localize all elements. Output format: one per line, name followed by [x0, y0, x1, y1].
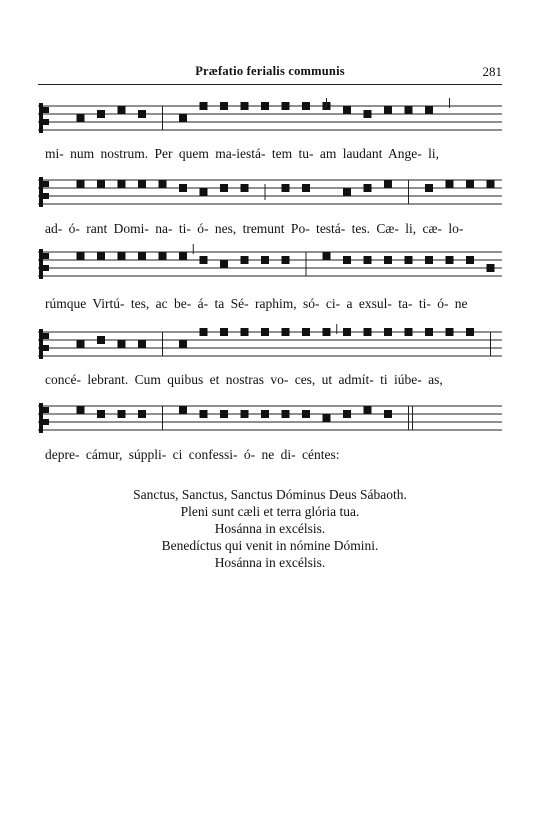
neume-note	[97, 410, 105, 418]
neume-note	[118, 340, 126, 348]
neume-note	[118, 252, 126, 260]
do-clef-icon	[43, 265, 49, 271]
neume-note	[425, 106, 433, 114]
neume-note	[200, 328, 208, 336]
neume-note	[384, 106, 392, 114]
neume-note	[384, 328, 392, 336]
neume-note	[343, 256, 351, 264]
staff-notation	[38, 244, 502, 284]
neume-note	[466, 256, 474, 264]
do-clef-icon	[43, 193, 49, 199]
do-clef-icon	[39, 329, 43, 359]
neume-note	[179, 252, 187, 260]
do-clef-icon	[39, 103, 43, 133]
music-staff-4	[38, 324, 502, 364]
lyric-line-4: concé- lebrant. Cum quibus et nostras vo- ces, ut admít- ti iúbe- as,	[45, 372, 443, 387]
neume-note	[384, 256, 392, 264]
neume-note	[364, 110, 372, 118]
lyric-line-5: depre- cámur, súppli- ci confessi- ó- ne di- céntes:	[45, 447, 340, 462]
do-clef-icon	[39, 177, 43, 207]
neume-note	[487, 180, 495, 188]
lyric-line-1: mi- num nostrum. Per quem ma-iestá- tem tu- am laudant Ange- li,	[45, 146, 440, 161]
neume-note	[97, 252, 105, 260]
neume-note	[446, 328, 454, 336]
do-clef-icon	[43, 181, 49, 187]
neume-note	[343, 328, 351, 336]
neume-note	[323, 328, 331, 336]
staff-notation	[38, 172, 502, 212]
do-clef-icon	[43, 419, 49, 425]
neume-note	[97, 336, 105, 344]
closing-line: Hosánna in excélsis.	[214, 521, 326, 536]
neume-note	[118, 410, 126, 418]
neume-note	[364, 256, 372, 264]
neume-note	[159, 180, 167, 188]
neume-note	[302, 102, 310, 110]
neume-note	[446, 180, 454, 188]
neume-note	[466, 180, 474, 188]
neume-note	[343, 410, 351, 418]
neume-note	[282, 256, 290, 264]
staff-notation	[38, 98, 502, 138]
neume-note	[200, 102, 208, 110]
neume-note	[220, 328, 228, 336]
neume-note	[261, 102, 269, 110]
neume-note	[200, 188, 208, 196]
neume-note	[77, 252, 85, 260]
neume-note	[97, 180, 105, 188]
do-clef-icon	[43, 119, 49, 125]
neume-note	[77, 114, 85, 122]
neume-note	[405, 328, 413, 336]
music-staff-2	[38, 172, 502, 212]
closing-line: Sanctus, Sanctus, Sanctus Dóminus Deus Sábaoth.	[133, 487, 407, 502]
neume-note	[405, 256, 413, 264]
neume-note	[200, 256, 208, 264]
neume-note	[302, 328, 310, 336]
do-clef-icon	[43, 107, 49, 113]
neume-note	[343, 106, 351, 114]
neume-note	[282, 410, 290, 418]
neume-note	[77, 180, 85, 188]
neume-note	[261, 256, 269, 264]
neume-note	[323, 252, 331, 260]
do-clef-icon	[43, 407, 49, 413]
neume-note	[323, 414, 331, 422]
neume-note	[364, 184, 372, 192]
header-rule	[38, 84, 502, 85]
neume-note	[220, 184, 228, 192]
neume-note	[241, 102, 249, 110]
neume-note	[425, 184, 433, 192]
neume-note	[405, 106, 413, 114]
neume-note	[77, 340, 85, 348]
neume-note	[138, 252, 146, 260]
neume-note	[241, 328, 249, 336]
music-staff-5	[38, 398, 502, 438]
neume-note	[261, 410, 269, 418]
page-title: Præfatio ferialis communis	[195, 64, 345, 78]
neume-note	[138, 410, 146, 418]
lyric-line-2: ad- ó- rant Domi- na- ti- ó- nes, tremunt Po- testá- tes. Cæ- li, cæ- lo-	[45, 221, 464, 236]
do-clef-icon	[43, 345, 49, 351]
neume-note	[159, 252, 167, 260]
staff-notation	[38, 398, 502, 438]
do-clef-icon	[39, 249, 43, 279]
music-staff-1	[38, 98, 502, 138]
neume-note	[241, 256, 249, 264]
neume-note	[179, 406, 187, 414]
do-clef-icon	[39, 403, 43, 433]
neume-note	[487, 264, 495, 272]
neume-note	[77, 406, 85, 414]
neume-note	[138, 180, 146, 188]
neume-note	[425, 328, 433, 336]
neume-note	[282, 184, 290, 192]
closing-line: Pleni sunt cæli et terra glória tua.	[180, 504, 360, 519]
neume-note	[200, 410, 208, 418]
neume-note	[97, 110, 105, 118]
neume-note	[220, 102, 228, 110]
do-clef-icon	[43, 253, 49, 259]
neume-note	[364, 406, 372, 414]
neume-note	[446, 256, 454, 264]
neume-note	[466, 328, 474, 336]
neume-note	[220, 260, 228, 268]
lyric-line-3: rúmque Virtú- tes, ac be- á- ta Sé- raphim, só- ci- a exsul- ta- ti- ó- ne	[45, 296, 468, 311]
neume-note	[282, 102, 290, 110]
page-number: 281	[482, 64, 502, 79]
do-clef-icon	[43, 333, 49, 339]
neume-note	[261, 328, 269, 336]
neume-note	[302, 184, 310, 192]
neume-note	[425, 256, 433, 264]
neume-note	[364, 328, 372, 336]
neume-note	[220, 410, 228, 418]
neume-note	[384, 180, 392, 188]
neume-note	[241, 410, 249, 418]
neume-note	[282, 328, 290, 336]
neume-note	[138, 340, 146, 348]
neume-note	[118, 180, 126, 188]
neume-note	[241, 184, 249, 192]
neume-note	[118, 106, 126, 114]
neume-note	[179, 184, 187, 192]
closing-text	[38, 486, 502, 571]
staff-notation	[38, 324, 502, 364]
neume-note	[179, 114, 187, 122]
closing-line: Benedíctus qui venit in nómine Dómini.	[161, 538, 379, 553]
neume-note	[384, 410, 392, 418]
closing-line: Hosánna in excélsis.	[214, 555, 326, 570]
neume-note	[343, 188, 351, 196]
neume-note	[179, 340, 187, 348]
music-staff-3	[38, 244, 502, 284]
page-header	[38, 64, 502, 82]
neume-note	[138, 110, 146, 118]
neume-note	[302, 410, 310, 418]
